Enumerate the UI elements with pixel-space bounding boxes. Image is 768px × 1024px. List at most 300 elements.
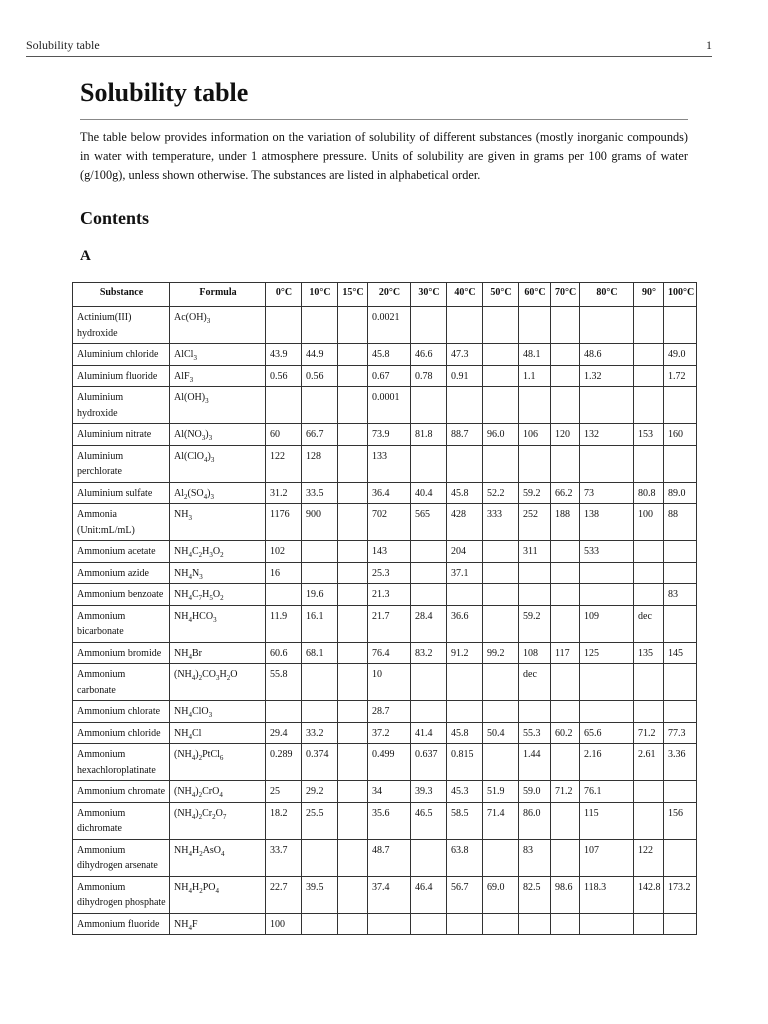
value-cell: [266, 584, 302, 606]
column-header: 80°C: [580, 283, 634, 307]
value-cell: [634, 344, 664, 366]
value-cell: 22.7: [266, 876, 302, 913]
substance-cell: Ammonium fluoride: [73, 913, 170, 935]
section-letter-heading: A: [80, 248, 91, 264]
value-cell: [483, 839, 519, 876]
value-cell: 25: [266, 781, 302, 803]
table-row: [73, 744, 697, 781]
substance-cell: Ammonium hexachloroplatinate: [73, 744, 170, 781]
column-header: Substance: [73, 283, 170, 307]
value-cell: [580, 562, 634, 584]
value-cell: 0.0001: [368, 387, 411, 424]
value-cell: 45.8: [368, 344, 411, 366]
substance-cell: Ammonium bromide: [73, 642, 170, 664]
value-cell: [302, 664, 338, 701]
value-cell: 71.2: [551, 781, 580, 803]
value-cell: 1176: [266, 504, 302, 541]
column-header: 10°C: [302, 283, 338, 307]
value-cell: [634, 307, 664, 344]
value-cell: 86.0: [519, 802, 551, 839]
value-cell: 33.2: [302, 722, 338, 744]
value-cell: 29.2: [302, 781, 338, 803]
title-rule: [80, 119, 688, 120]
value-cell: [411, 541, 447, 563]
value-cell: 1.1: [519, 365, 551, 387]
substance-cell: Aluminium nitrate: [73, 424, 170, 446]
value-cell: [551, 445, 580, 482]
formula-cell: $Al(ClO_4)_3$: [170, 445, 266, 482]
value-cell: 45.8: [447, 482, 483, 504]
value-cell: [483, 701, 519, 723]
value-cell: 40.4: [411, 482, 447, 504]
formula-cell: $NH_4C_2H_3O_2$: [170, 541, 266, 563]
value-cell: [411, 445, 447, 482]
value-cell: [266, 387, 302, 424]
value-cell: [551, 541, 580, 563]
substance-cell: Ammonia (Unit:mL/mL): [73, 504, 170, 541]
substance-cell: Aluminium chloride: [73, 344, 170, 366]
formula-cell: $NH_4H_2PO_4$: [170, 876, 266, 913]
value-cell: [411, 839, 447, 876]
value-cell: 46.6: [411, 344, 447, 366]
value-cell: [338, 424, 368, 446]
value-cell: 52.2: [483, 482, 519, 504]
value-cell: [664, 781, 697, 803]
value-cell: [338, 701, 368, 723]
formula-cell: $NH_4N_3$: [170, 562, 266, 584]
value-cell: 51.9: [483, 781, 519, 803]
value-cell: 10: [368, 664, 411, 701]
value-cell: [551, 839, 580, 876]
value-cell: [634, 701, 664, 723]
table-header-row: [73, 283, 697, 307]
value-cell: 58.5: [447, 802, 483, 839]
value-cell: 29.4: [266, 722, 302, 744]
table-row: [73, 913, 697, 935]
value-cell: [551, 802, 580, 839]
value-cell: [551, 605, 580, 642]
formula-cell: $Ac(OH)_3$: [170, 307, 266, 344]
value-cell: 71.2: [634, 722, 664, 744]
value-cell: 34: [368, 781, 411, 803]
formula-cell: $(NH_4)_2Cr_2O_7$: [170, 802, 266, 839]
value-cell: 73: [580, 482, 634, 504]
value-cell: [580, 584, 634, 606]
value-cell: [483, 562, 519, 584]
value-cell: [447, 584, 483, 606]
value-cell: [580, 445, 634, 482]
value-cell: 0.499: [368, 744, 411, 781]
value-cell: [411, 701, 447, 723]
value-cell: 56.7: [447, 876, 483, 913]
value-cell: dec: [519, 664, 551, 701]
formula-cell: $(NH_4)_2PtCl_6$: [170, 744, 266, 781]
table-row: [73, 605, 697, 642]
table-row: [73, 701, 697, 723]
value-cell: 49.0: [664, 344, 697, 366]
value-cell: [338, 562, 368, 584]
value-cell: 83: [664, 584, 697, 606]
value-cell: 16.1: [302, 605, 338, 642]
value-cell: 82.5: [519, 876, 551, 913]
value-cell: 125: [580, 642, 634, 664]
value-cell: 115: [580, 802, 634, 839]
value-cell: [551, 387, 580, 424]
table-row: [73, 839, 697, 876]
value-cell: 43.9: [266, 344, 302, 366]
value-cell: 45.3: [447, 781, 483, 803]
value-cell: 55.8: [266, 664, 302, 701]
table-row: [73, 876, 697, 913]
solubility-table: [72, 282, 697, 935]
value-cell: [483, 307, 519, 344]
value-cell: [447, 701, 483, 723]
value-cell: 311: [519, 541, 551, 563]
substance-cell: Ammonium bicarbonate: [73, 605, 170, 642]
value-cell: 145: [664, 642, 697, 664]
value-cell: [551, 344, 580, 366]
value-cell: [338, 722, 368, 744]
value-cell: 89.0: [664, 482, 697, 504]
value-cell: 1.32: [580, 365, 634, 387]
value-cell: 39.5: [302, 876, 338, 913]
value-cell: [483, 744, 519, 781]
table-row: [73, 504, 697, 541]
column-header: 60°C: [519, 283, 551, 307]
value-cell: 19.6: [302, 584, 338, 606]
value-cell: [338, 344, 368, 366]
table-row: [73, 802, 697, 839]
table-row: [73, 344, 697, 366]
value-cell: [483, 584, 519, 606]
column-header: 40°C: [447, 283, 483, 307]
value-cell: [302, 913, 338, 935]
value-cell: 37.4: [368, 876, 411, 913]
formula-cell: $NH_3$: [170, 504, 266, 541]
value-cell: [519, 701, 551, 723]
table-row: [73, 584, 697, 606]
page-title: Solubility table: [80, 78, 249, 107]
value-cell: [338, 839, 368, 876]
formula-cell: AlF$_3$: [170, 365, 266, 387]
substance-cell: Aluminium sulfate: [73, 482, 170, 504]
formula-cell: $NH_4C_7H_5O_2$: [170, 584, 266, 606]
table-row: [73, 722, 697, 744]
table-row: [73, 387, 697, 424]
value-cell: 59.2: [519, 605, 551, 642]
value-cell: [634, 445, 664, 482]
value-cell: [483, 344, 519, 366]
formula-cell: $NH_4ClO_3$: [170, 701, 266, 723]
table-row: [73, 664, 697, 701]
formula-cell: $NH_4Br$: [170, 642, 266, 664]
value-cell: 138: [580, 504, 634, 541]
value-cell: 1.44: [519, 744, 551, 781]
value-cell: 76.4: [368, 642, 411, 664]
value-cell: [634, 365, 664, 387]
value-cell: 28.4: [411, 605, 447, 642]
value-cell: [634, 387, 664, 424]
value-cell: [483, 913, 519, 935]
value-cell: 118.3: [580, 876, 634, 913]
value-cell: 0.374: [302, 744, 338, 781]
value-cell: 41.4: [411, 722, 447, 744]
value-cell: 0.78: [411, 365, 447, 387]
value-cell: [266, 307, 302, 344]
column-header: 30°C: [411, 283, 447, 307]
value-cell: [411, 387, 447, 424]
value-cell: [664, 839, 697, 876]
value-cell: 0.56: [302, 365, 338, 387]
value-cell: [411, 307, 447, 344]
table-row: [73, 781, 697, 803]
value-cell: 63.8: [447, 839, 483, 876]
value-cell: [519, 387, 551, 424]
value-cell: 65.6: [580, 722, 634, 744]
value-cell: [483, 664, 519, 701]
value-cell: 100: [266, 913, 302, 935]
value-cell: 44.9: [302, 344, 338, 366]
value-cell: [338, 802, 368, 839]
value-cell: 33.5: [302, 482, 338, 504]
value-cell: 117: [551, 642, 580, 664]
value-cell: [302, 541, 338, 563]
value-cell: 35.6: [368, 802, 411, 839]
value-cell: [302, 387, 338, 424]
value-cell: 565: [411, 504, 447, 541]
substance-cell: Ammonium dichromate: [73, 802, 170, 839]
value-cell: 48.7: [368, 839, 411, 876]
value-cell: [483, 365, 519, 387]
value-cell: [338, 504, 368, 541]
value-cell: 83: [519, 839, 551, 876]
value-cell: 66.2: [551, 482, 580, 504]
value-cell: [634, 913, 664, 935]
value-cell: [519, 307, 551, 344]
value-cell: 18.2: [266, 802, 302, 839]
value-cell: 46.5: [411, 802, 447, 839]
value-cell: 50.4: [483, 722, 519, 744]
value-cell: 39.3: [411, 781, 447, 803]
value-cell: 2.16: [580, 744, 634, 781]
value-cell: 132: [580, 424, 634, 446]
value-cell: [551, 562, 580, 584]
value-cell: 16: [266, 562, 302, 584]
value-cell: [551, 744, 580, 781]
value-cell: [551, 913, 580, 935]
value-cell: 36.4: [368, 482, 411, 504]
value-cell: 80.8: [634, 482, 664, 504]
value-cell: 28.7: [368, 701, 411, 723]
value-cell: [664, 307, 697, 344]
value-cell: [551, 701, 580, 723]
value-cell: [634, 802, 664, 839]
value-cell: [338, 876, 368, 913]
substance-cell: Ammonium chlorate: [73, 701, 170, 723]
substance-cell: Actinium(III) hydroxide: [73, 307, 170, 344]
value-cell: 160: [664, 424, 697, 446]
value-cell: 135: [634, 642, 664, 664]
value-cell: 0.637: [411, 744, 447, 781]
column-header: 20°C: [368, 283, 411, 307]
value-cell: 100: [634, 504, 664, 541]
substance-cell: Aluminium fluoride: [73, 365, 170, 387]
table-row: [73, 307, 697, 344]
value-cell: [338, 744, 368, 781]
column-header: 100°C: [664, 283, 697, 307]
value-cell: 102: [266, 541, 302, 563]
value-cell: [580, 387, 634, 424]
value-cell: [634, 562, 664, 584]
value-cell: [634, 781, 664, 803]
value-cell: 59.2: [519, 482, 551, 504]
value-cell: [580, 913, 634, 935]
running-header-title: Solubility table: [26, 38, 100, 52]
value-cell: [302, 307, 338, 344]
formula-cell: $NH_4H_2AsO_4$: [170, 839, 266, 876]
value-cell: [634, 541, 664, 563]
table-row: [73, 562, 697, 584]
value-cell: 25.3: [368, 562, 411, 584]
value-cell: 48.1: [519, 344, 551, 366]
value-cell: 98.6: [551, 876, 580, 913]
value-cell: 48.6: [580, 344, 634, 366]
column-header: 0°C: [266, 283, 302, 307]
value-cell: [447, 445, 483, 482]
value-cell: 73.9: [368, 424, 411, 446]
formula-cell: $NH_4F$: [170, 913, 266, 935]
column-header: 90°: [634, 283, 664, 307]
substance-cell: Aluminium hydroxide: [73, 387, 170, 424]
value-cell: 55.3: [519, 722, 551, 744]
value-cell: 77.3: [664, 722, 697, 744]
value-cell: [338, 913, 368, 935]
value-cell: [551, 365, 580, 387]
value-cell: 428: [447, 504, 483, 541]
value-cell: 60.6: [266, 642, 302, 664]
value-cell: [338, 365, 368, 387]
value-cell: [411, 913, 447, 935]
value-cell: 128: [302, 445, 338, 482]
header-rule: [26, 56, 712, 57]
value-cell: 47.3: [447, 344, 483, 366]
value-cell: 99.2: [483, 642, 519, 664]
value-cell: [483, 605, 519, 642]
value-cell: [580, 701, 634, 723]
column-header: 50°C: [483, 283, 519, 307]
value-cell: [411, 584, 447, 606]
value-cell: 252: [519, 504, 551, 541]
value-cell: 153: [634, 424, 664, 446]
value-cell: [664, 701, 697, 723]
value-cell: 122: [266, 445, 302, 482]
formula-cell: $Al(NO_3)_3$: [170, 424, 266, 446]
value-cell: 122: [634, 839, 664, 876]
formula-cell: $Al_2(SO_4)_3$: [170, 482, 266, 504]
value-cell: 173.2: [664, 876, 697, 913]
value-cell: 0.289: [266, 744, 302, 781]
value-cell: [519, 445, 551, 482]
value-cell: [664, 605, 697, 642]
value-cell: 2.61: [634, 744, 664, 781]
substance-cell: Ammonium dihydrogen arsenate: [73, 839, 170, 876]
value-cell: [447, 664, 483, 701]
value-cell: [302, 562, 338, 584]
substance-cell: Ammonium chloride: [73, 722, 170, 744]
value-cell: 96.0: [483, 424, 519, 446]
value-cell: 143: [368, 541, 411, 563]
value-cell: 88.7: [447, 424, 483, 446]
value-cell: 33.7: [266, 839, 302, 876]
value-cell: [338, 307, 368, 344]
value-cell: 108: [519, 642, 551, 664]
value-cell: [519, 913, 551, 935]
value-cell: 0.67: [368, 365, 411, 387]
value-cell: 702: [368, 504, 411, 541]
value-cell: 21.3: [368, 584, 411, 606]
value-cell: 0.0021: [368, 307, 411, 344]
value-cell: [634, 664, 664, 701]
value-cell: [664, 664, 697, 701]
value-cell: 83.2: [411, 642, 447, 664]
value-cell: 156: [664, 802, 697, 839]
value-cell: 0.815: [447, 744, 483, 781]
value-cell: [483, 541, 519, 563]
value-cell: [483, 445, 519, 482]
value-cell: 120: [551, 424, 580, 446]
value-cell: [411, 664, 447, 701]
value-cell: 142.8: [634, 876, 664, 913]
substance-cell: Ammonium acetate: [73, 541, 170, 563]
substance-cell: Ammonium benzoate: [73, 584, 170, 606]
value-cell: [338, 482, 368, 504]
value-cell: 37.1: [447, 562, 483, 584]
substance-cell: Aluminium perchlorate: [73, 445, 170, 482]
value-cell: [338, 664, 368, 701]
substance-cell: Ammonium azide: [73, 562, 170, 584]
value-cell: 333: [483, 504, 519, 541]
table-row: [73, 445, 697, 482]
value-cell: [551, 307, 580, 344]
value-cell: [664, 562, 697, 584]
value-cell: [338, 541, 368, 563]
value-cell: 188: [551, 504, 580, 541]
value-cell: [664, 445, 697, 482]
value-cell: 68.1: [302, 642, 338, 664]
formula-cell: $NH_4Cl$: [170, 722, 266, 744]
running-header: [26, 38, 712, 53]
column-header: 15°C: [338, 283, 368, 307]
value-cell: 46.4: [411, 876, 447, 913]
value-cell: [368, 913, 411, 935]
column-header: Formula: [170, 283, 266, 307]
value-cell: [447, 913, 483, 935]
value-cell: 900: [302, 504, 338, 541]
value-cell: 106: [519, 424, 551, 446]
value-cell: [302, 701, 338, 723]
table-row: [73, 424, 697, 446]
formula-cell: $NH_4HCO_3$: [170, 605, 266, 642]
substance-cell: Ammonium dihydrogen phosphate: [73, 876, 170, 913]
column-header: 70°C: [551, 283, 580, 307]
value-cell: 88: [664, 504, 697, 541]
value-cell: 36.6: [447, 605, 483, 642]
formula-cell: $(NH_4)_2CO_3H_2O$: [170, 664, 266, 701]
value-cell: dec: [634, 605, 664, 642]
value-cell: 3.36: [664, 744, 697, 781]
table-body: [73, 307, 697, 935]
value-cell: [266, 701, 302, 723]
